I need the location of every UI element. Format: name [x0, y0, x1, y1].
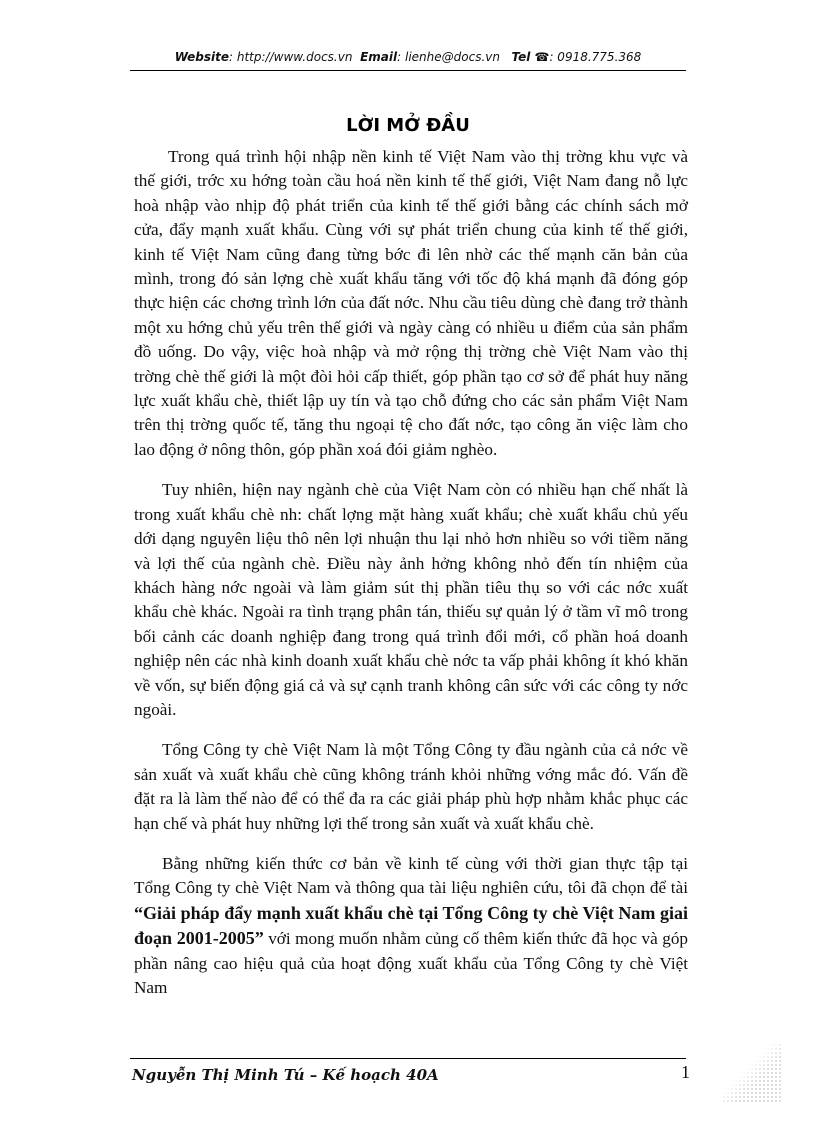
email-link[interactable]: : lienhe@docs.vn [397, 50, 500, 64]
email-label: Email [360, 50, 398, 64]
page-number: 1 [681, 1062, 690, 1082]
document-title: LỜI MỞ ĐẦU [346, 115, 470, 136]
phone-number: : 0918.775.368 [549, 50, 642, 64]
footer-author: Nguyễn Thị Minh Tú – Kế hoạch 40A [132, 1066, 439, 1084]
paragraph-4-end: với mong muốn nhằm củng cố thêm kiến thức đã học và góp phần nâng cao hiệu quả của hoạt động xuất khẩu của Tổng Công ty chè Việt Nam [134, 929, 689, 997]
paragraph-4 [134, 852, 688, 1000]
website-label: Website [174, 50, 230, 64]
footer-divider [130, 1058, 686, 1059]
paragraph-4-start: Bằng những kiến thức cơ bản về kinh tế cùng với thời gian thực tập tại Tổng Công ty chè Việt Nam và thông qua tài liệu nghiên cứu, tôi đã chọn để tài [134, 853, 688, 898]
paragraph-3: Tổng Công ty chè Việt Nam là một Tổng Công ty đầu ngành của cả nớc về sản xuất và xuất khẩu chè cũng không tránh khỏi những vớng mắc đó. Vấn đề đặt ra là làm thế nào để có thể đa ra các giải pháp phù hợp nhằm khắc phục các hạn chế và phát huy những lợi thế trong sản xuất và xuất khẩu chè. [134, 740, 688, 833]
header-divider [130, 70, 686, 71]
paragraph-1: Trong quá trình hội nhập nền kinh tế Việt Nam vào thị trờng khu vực và thế giới, trớc xu hớng toàn cầu hoá nền kinh tế thế giới, Việt Nam đang nỗ lực hoà nhập vào nhịp độ phát triển của kinh tế thế giới bằng các chính sách mở cửa, đẩy mạnh xuất khẩu. Cùng với sự phát triển chung của kinh tế thế giới, kinh tế Việt Nam cũng đang từng bớc đi lên nhờ các thế mạnh căn bản của mình, trong đó sản lợng chè xuất khẩu tăng với tốc độ khá mạnh đã đóng góp thực hiện các chơng trình lớn của đất nớc. Nhu cầu tiêu dùng chè đang trở thành một xu hớng chủ yếu trên thế giới và ngày càng có nhiều u điểm của sản phẩm đồ uống. Do vậy, việc hoà nhập và mở rộng thị trờng chè Việt Nam vào thị trờng chè thế giới là một đòi hỏi cấp thiết, góp phần tạo cơ sở để phát huy năng lực xuất khẩu chè, thiết lập uy tín và tạo chỗ đứng cho các sản phẩm Việt Nam trên thị trờng quốc tế, tăng thu ngoại tệ cho đất nớc, tạo công ăn việc làm cho lao động ở nông thôn, góp phần xoá đói giảm nghèo. [134, 147, 688, 459]
phone-label: Tel ☎ [511, 50, 550, 64]
page-header [0, 50, 816, 64]
corner-dot-pattern [722, 1043, 782, 1103]
paragraph-2: Tuy nhiên, hiện nay ngành chè của Việt Nam còn có nhiều hạn chế nhất là trong xuất khẩu chè nh: chất lợng mặt hàng xuất khẩu; chè xuất khẩu chủ yếu dới dạng nguyên liệu thô nên lợi nhuận thu lại nhỏ hơn nhiều so với tiềm năng và lợi thế của ngành chè. Điều này ảnh hởng không nhỏ đến tín nhiệm của khách hàng nớc ngoài và làm giảm sút thị phần tiêu thụ so với các nớc xuất khẩu chè khác. Ngoài ra tình trạng phân tán, thiếu sự quản lý ở tầm vĩ mô trong bối cảnh các doanh nghiệp đang trong quá trình đổi mới, cổ phần hoá doanh nghiệp nên các nhà kinh doanh xuất khẩu chè nớc ta vấp phải không ít khó khăn về vốn, sự biến động giá cả và sự cạnh tranh không cân sức với các công ty nớc ngoài. [134, 480, 688, 719]
website-link[interactable]: : http://www.docs.vn [229, 50, 353, 64]
document-body [134, 145, 688, 1016]
thesis-topic: “Giải pháp đẩy mạnh xuất khẩu chè tại Tổng Công ty chè Việt Nam giai đoạn 2001-2005” [134, 902, 688, 949]
